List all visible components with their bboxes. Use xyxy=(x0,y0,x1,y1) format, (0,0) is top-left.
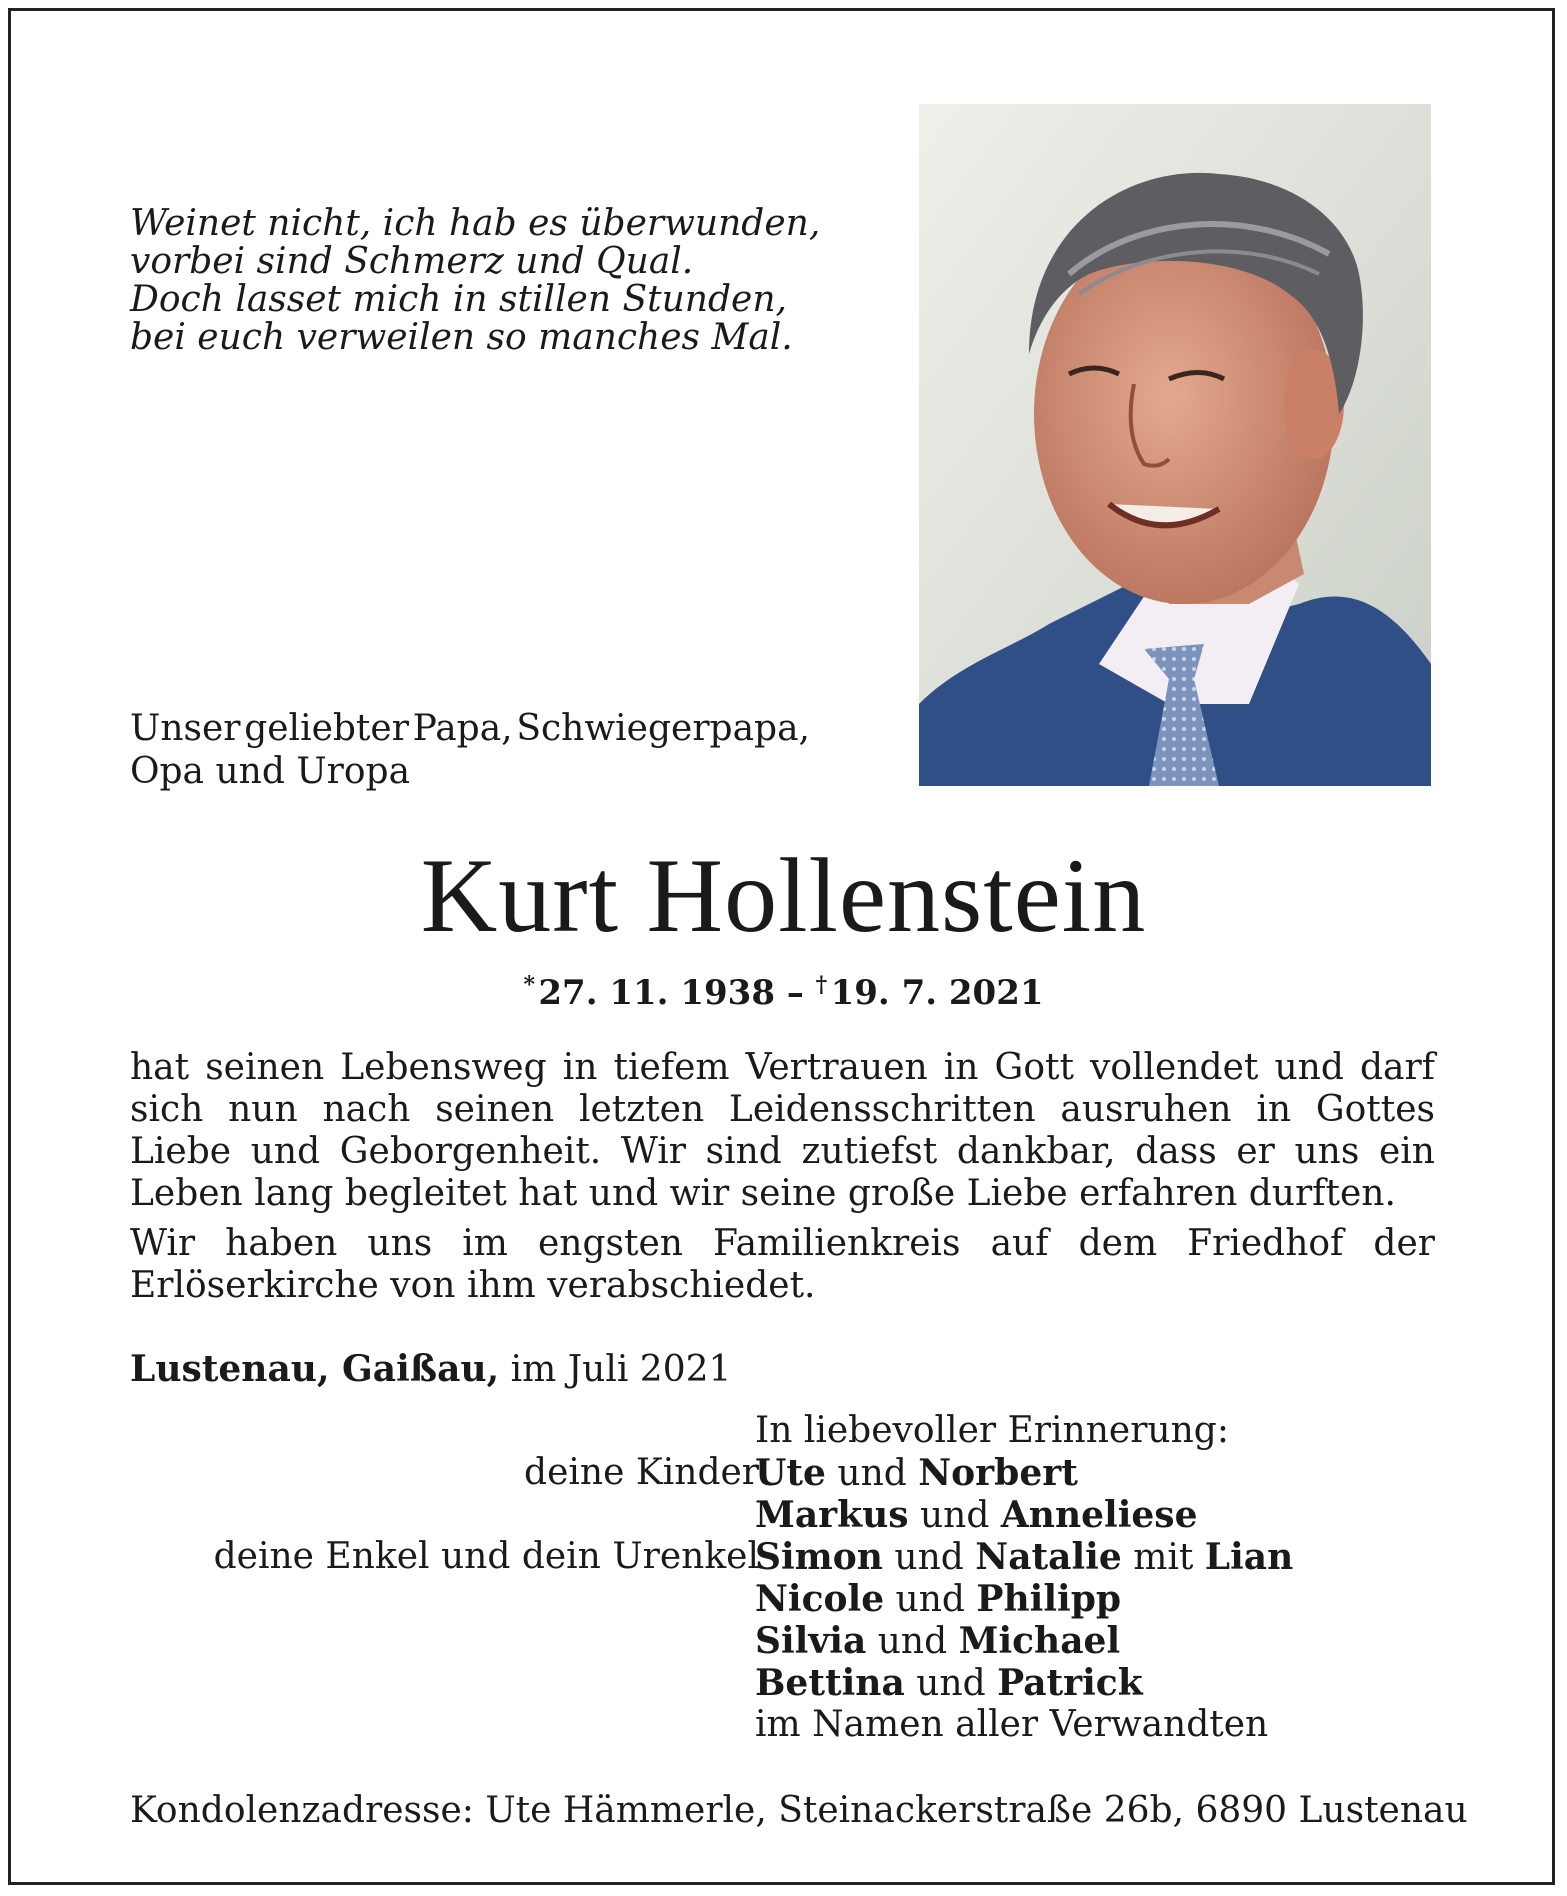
family-row xyxy=(0,1578,1567,1620)
intro-word: Papa, xyxy=(412,708,513,749)
poem-line: vorbei sind Schmerz und Qual. xyxy=(130,241,694,282)
person-name: Natalie xyxy=(975,1536,1122,1578)
person-name: Markus xyxy=(755,1494,909,1536)
family-row xyxy=(0,1704,1567,1746)
family-names xyxy=(755,1452,1078,1495)
person-name: Silvia xyxy=(755,1620,867,1662)
poem-line: Weinet nicht, ich hab es überwunden, xyxy=(130,203,821,244)
person-name: Bettina xyxy=(755,1662,905,1704)
intro-line xyxy=(130,707,810,750)
family-heading: In liebevoller Erinnerung: xyxy=(755,1410,1229,1451)
date-separator: – xyxy=(786,973,804,1013)
poem-line: bei euch verweilen so manches Mal. xyxy=(130,317,793,358)
person-name: Nicole xyxy=(755,1578,885,1620)
family-row xyxy=(0,1536,1567,1578)
person-name: Simon xyxy=(755,1536,883,1578)
grandchildren-label: deine Enkel und dein Urenkel xyxy=(213,1536,759,1577)
family-names xyxy=(755,1578,1121,1621)
body-paragraph: hat seinen Lebensweg in tiefem Vertrauen in Gott vollendet und darf sich nun nach seinen letzten Leidensschritten ausruhen in Gottes Liebe und Geborgenheit. Wir sind zutiefst dankbar, dass er uns ein Leben lang begleitet hat und wir seine große Liebe erfahren durften. xyxy=(130,1047,1435,1214)
intro-word: Unser xyxy=(130,708,241,749)
conjunction: und xyxy=(894,1537,964,1578)
intro-line: Opa und Uropa xyxy=(130,751,411,792)
family-row xyxy=(0,1494,1567,1536)
obituary-body xyxy=(130,1047,1435,1315)
place-date xyxy=(130,1348,731,1391)
portrait-photo xyxy=(919,104,1431,786)
conjunction: mit xyxy=(1133,1537,1194,1578)
body-paragraph: Wir haben uns im engsten Familienkreis auf dem Friedhof der Erlöserkirche von ihm verabschiedet. xyxy=(130,1223,1435,1306)
family-row xyxy=(0,1620,1567,1662)
poem xyxy=(130,203,821,358)
conjunction: und xyxy=(837,1453,907,1494)
family-names xyxy=(755,1662,1143,1705)
deceased-name: Kurt Hollenstein xyxy=(420,837,1147,954)
birth-mark: * xyxy=(523,972,535,998)
family-row xyxy=(0,1662,1567,1704)
family-row xyxy=(0,1452,1567,1494)
person-name: Anneliese xyxy=(1000,1494,1198,1536)
death-mark: † xyxy=(815,972,828,998)
life-dates xyxy=(0,965,1567,1013)
conjunction: und xyxy=(877,1621,948,1662)
person-name: Ute xyxy=(755,1452,826,1494)
person-name: Lian xyxy=(1204,1536,1294,1578)
conjunction: und xyxy=(916,1663,986,1704)
notice-date: im Juli 2021 xyxy=(510,1349,732,1390)
family-closing: im Namen aller Verwandten xyxy=(755,1704,1269,1745)
family-list xyxy=(0,1410,1567,1746)
condolence-address: Kondolenzadresse: Ute Hämmerle, Steinackerstraße 26b, 6890 Lustenau xyxy=(130,1790,1468,1831)
poem-line: Doch lasset mich in stillen Stunden, xyxy=(130,279,787,320)
person-name: Philipp xyxy=(976,1578,1122,1620)
intro-text xyxy=(130,707,810,793)
family-heading-row xyxy=(0,1410,1567,1452)
children-label: deine Kinder xyxy=(524,1452,759,1493)
family-names xyxy=(755,1620,1120,1663)
family-names xyxy=(755,1536,1293,1579)
family-names xyxy=(755,1494,1197,1537)
person-name: Michael xyxy=(958,1620,1121,1662)
place-names: Lustenau, Gaißau, xyxy=(130,1348,500,1390)
portrait-illustration xyxy=(919,104,1431,786)
intro-word: geliebter xyxy=(244,708,409,749)
conjunction: und xyxy=(895,1579,965,1620)
person-name: Norbert xyxy=(918,1452,1078,1494)
intro-word: Schwiegerpapa, xyxy=(516,708,810,749)
person-name: Patrick xyxy=(997,1662,1143,1704)
death-date: 19. 7. 2021 xyxy=(830,973,1044,1013)
conjunction: und xyxy=(919,1495,990,1536)
birth-date: 27. 11. 1938 xyxy=(538,973,775,1013)
